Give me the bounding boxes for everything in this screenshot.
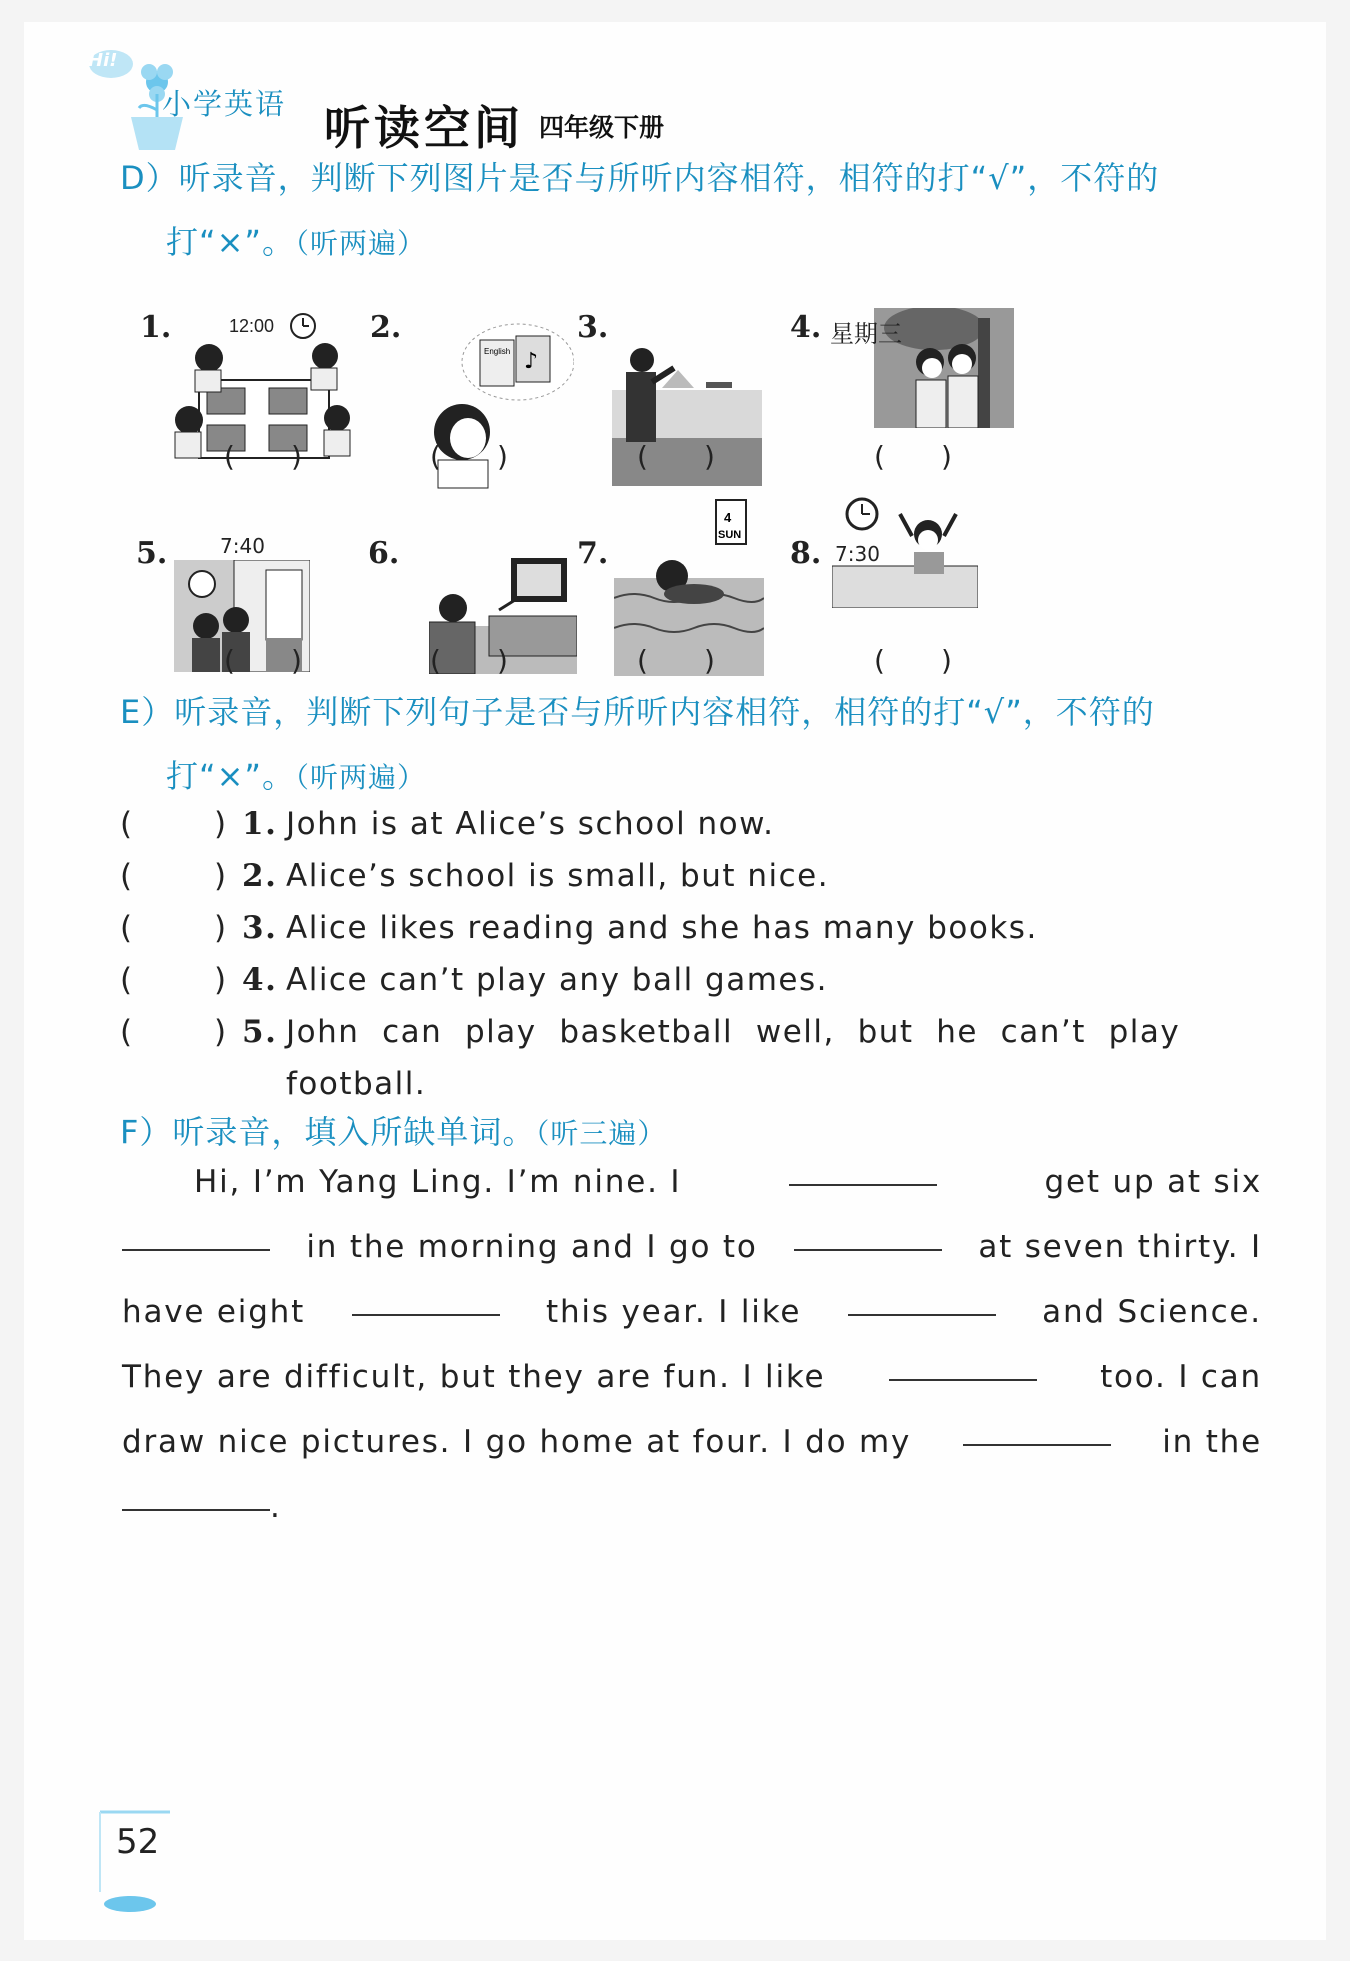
section-d-instruction: D）听录音，判断下列图片是否与所听内容相符，相符的打“√”，不符的 打“×”。（听两遍）: [120, 159, 1160, 261]
svg-text:♪: ♪: [524, 349, 539, 374]
blank-input[interactable]: [122, 1475, 270, 1511]
picture-number: 6.: [368, 536, 400, 571]
passage-line: Hi, I’m Yang Ling. I’m nine. I get up at six: [122, 1150, 1262, 1215]
answer-parens[interactable]: ( ): [430, 644, 508, 677]
true-false-statement: ( ) 5. John can play basketball well, but he can’t play: [120, 1014, 1181, 1050]
section-f-instruction: F）听录音，填入所缺单词。（听三遍）: [120, 1113, 667, 1151]
workbook-page: [24, 22, 1326, 1940]
blank-input[interactable]: [794, 1215, 942, 1251]
answer-parens[interactable]: ( ): [874, 440, 952, 473]
page-corner-decoration: [80, 1802, 200, 1922]
book-title: 听读空间: [324, 101, 524, 155]
svg-text:SUN: SUN: [718, 529, 742, 541]
answer-parens[interactable]: ( ): [224, 440, 302, 473]
statement-continuation: football.: [286, 1066, 427, 1102]
answer-parens[interactable]: ( ): [224, 644, 302, 677]
true-false-statement: ( ) 2. Alice’s school is small, but nice.: [120, 858, 830, 894]
blank-input[interactable]: [963, 1410, 1111, 1446]
answer-parens[interactable]: ( ): [874, 644, 952, 677]
fill-in-passage: [122, 1150, 1262, 1540]
blank-input[interactable]: [889, 1345, 1037, 1381]
clock-time-label: 7:40: [220, 534, 265, 558]
passage-line: They are difficult, but they are fun. I like too. I can: [122, 1345, 1262, 1410]
picture-number: 8.: [790, 536, 822, 571]
clock-time-label: 12:00: [229, 316, 275, 336]
blank-input[interactable]: [122, 1215, 270, 1251]
series-name: 小学英语: [162, 87, 287, 121]
answer-parens[interactable]: ( ): [430, 440, 508, 473]
answer-parens[interactable]: ( ): [637, 440, 715, 473]
hi-badge: Hi!: [88, 50, 118, 71]
blank-input[interactable]: [848, 1280, 996, 1316]
clock-time-label: 7:30: [835, 542, 880, 566]
section-e-instruction: E）听录音，判断下列句子是否与所听内容相符，相符的打“√”，不符的 打“×”。（听两遍）: [120, 693, 1155, 795]
picture-number: 3.: [577, 310, 609, 345]
answer-parens[interactable]: ( ): [637, 644, 715, 677]
page-number: 52: [116, 1822, 160, 1862]
true-false-statement: ( ) 3. Alice likes reading and she has many books.: [120, 910, 1038, 946]
svg-text:4: 4: [724, 510, 732, 525]
picture-number: 7.: [577, 536, 609, 571]
grade-label: 四年级下册: [539, 113, 665, 142]
true-false-statement: ( ) 1. John is at Alice’s school now.: [120, 806, 775, 842]
blank-input[interactable]: [789, 1150, 937, 1186]
true-false-statement: ( ) 4. Alice can’t play any ball games.: [120, 962, 828, 998]
weekday-label: 星期三: [830, 320, 902, 348]
passage-line: in the morning and I go to at seven thirty. I: [122, 1215, 1262, 1280]
picture-number: 1.: [140, 310, 172, 345]
passage-line: have eight this year. I like and Science.: [122, 1280, 1262, 1345]
picture-number: 2.: [370, 310, 402, 345]
picture-number: 4.: [790, 310, 822, 345]
svg-text:English: English: [484, 347, 511, 356]
passage-line: draw nice pictures. I go home at four. I do my in the: [122, 1410, 1262, 1475]
passage-line: .: [122, 1475, 1262, 1540]
picture-number: 5.: [136, 536, 168, 571]
blank-input[interactable]: [352, 1280, 500, 1316]
